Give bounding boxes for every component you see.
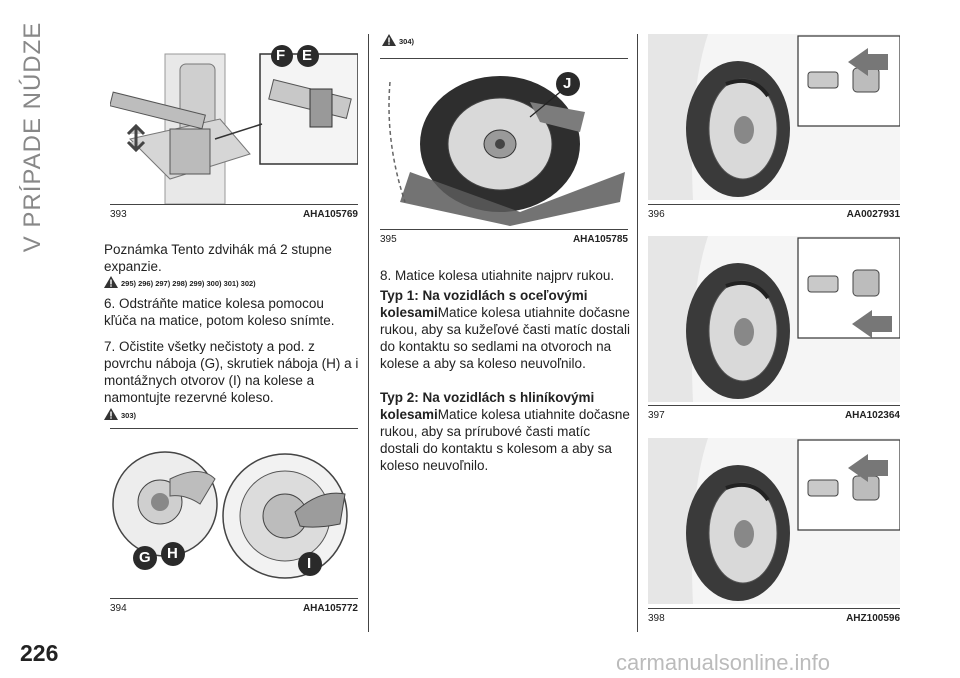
figure-code: AHA105772 bbox=[302, 603, 358, 614]
caption-rule bbox=[648, 204, 900, 205]
figure-number: 396 bbox=[648, 209, 665, 220]
figure-398-caption bbox=[648, 613, 900, 625]
column-divider bbox=[368, 34, 369, 632]
type-2-heading: Typ 2: Na vozidlách s hliníkovými kolesami bbox=[380, 390, 595, 422]
column-divider bbox=[637, 34, 638, 632]
figure-code: AHA102364 bbox=[844, 410, 900, 421]
warning-icon bbox=[382, 34, 396, 46]
step-8-paragraph: 8. Matice kolesa utiahnite najprv rukou. bbox=[380, 268, 615, 283]
callout-j: J bbox=[563, 75, 572, 92]
figure-394-caption bbox=[110, 603, 358, 615]
figure-number: 395 bbox=[380, 234, 397, 245]
type-1-body: Matice kolesa utiahnite dočasne rukou, aby sa kužeľové časti matíc dostali do kontaktu so sedlami na otvoroch na kolese a aby sa koleso neuvoľnilo. bbox=[380, 305, 631, 371]
warning-refs-3: 304) bbox=[382, 34, 414, 46]
callout-g: G bbox=[139, 549, 151, 566]
caption-rule bbox=[110, 204, 358, 205]
watermark: carmanualsonline.info bbox=[616, 650, 831, 675]
figure-code: AA0027931 bbox=[846, 209, 900, 220]
figure-396-caption bbox=[648, 209, 900, 221]
figure-393-caption bbox=[110, 209, 358, 221]
figure-number: 397 bbox=[648, 410, 665, 421]
warning-refs-1: 295) 296) 297) 298) 299) 300) 301) 302) bbox=[104, 276, 256, 288]
figure-code: AHA105769 bbox=[302, 209, 358, 220]
warning-icon bbox=[104, 276, 118, 288]
step-7-paragraph: 7. Očistite všetky nečistoty a pod. z povrchu nábojа (G), skrutiek nábojа (H) a i montážnych otvorov (I) na kolese a namontujte rezervné koleso. bbox=[104, 339, 359, 405]
figure-395-caption bbox=[380, 234, 628, 246]
warning-refs-2: 303) bbox=[104, 408, 136, 420]
type-2-body: Matice kolesa utiahnite dočasne rukou, aby sa prírubové časti matíc dostali do kontaktu s kolesom a aby sa koleso neuvoľnilo. bbox=[380, 407, 630, 473]
callout-f: F bbox=[276, 47, 286, 64]
note-paragraph: Poznámka Tento zdvihák má 2 stupne expanzie. bbox=[104, 242, 332, 274]
figure-398-image bbox=[648, 438, 900, 604]
callout-i: I bbox=[307, 555, 312, 572]
callout-h: H bbox=[167, 545, 178, 562]
figure-code: AHZ100596 bbox=[846, 613, 900, 624]
figure-396-image bbox=[648, 34, 900, 200]
caption-rule bbox=[380, 229, 628, 230]
figure-397-image bbox=[648, 236, 900, 402]
figure-number: 394 bbox=[110, 603, 127, 614]
figure-top-rule bbox=[380, 58, 628, 59]
callout-e: E bbox=[302, 47, 313, 64]
caption-rule bbox=[648, 405, 900, 406]
figure-394-image bbox=[110, 434, 358, 596]
step-6-paragraph: 6. Odstráňte matice kolesa pomocou kľúča na matice, potom koleso snímte. bbox=[104, 296, 335, 328]
caption-rule bbox=[110, 598, 358, 599]
figure-395-image bbox=[380, 62, 628, 226]
figure-393-image bbox=[110, 34, 358, 204]
type-1-paragraph bbox=[380, 287, 632, 372]
figure-number: 398 bbox=[648, 613, 665, 624]
figure-top-rule bbox=[110, 428, 358, 429]
figure-code: AHA105785 bbox=[572, 234, 628, 245]
figure-397-caption bbox=[648, 410, 900, 422]
type-1-heading: Typ 1: Na vozidlách s oceľovými kolesami bbox=[380, 288, 588, 320]
type-2-paragraph bbox=[380, 389, 632, 474]
figure-number: 393 bbox=[110, 209, 127, 220]
page-number: 226 bbox=[20, 640, 59, 666]
warning-icon bbox=[104, 408, 118, 420]
section-title: V PRÍPADE NÚDZE bbox=[19, 21, 46, 252]
caption-rule bbox=[648, 608, 900, 609]
